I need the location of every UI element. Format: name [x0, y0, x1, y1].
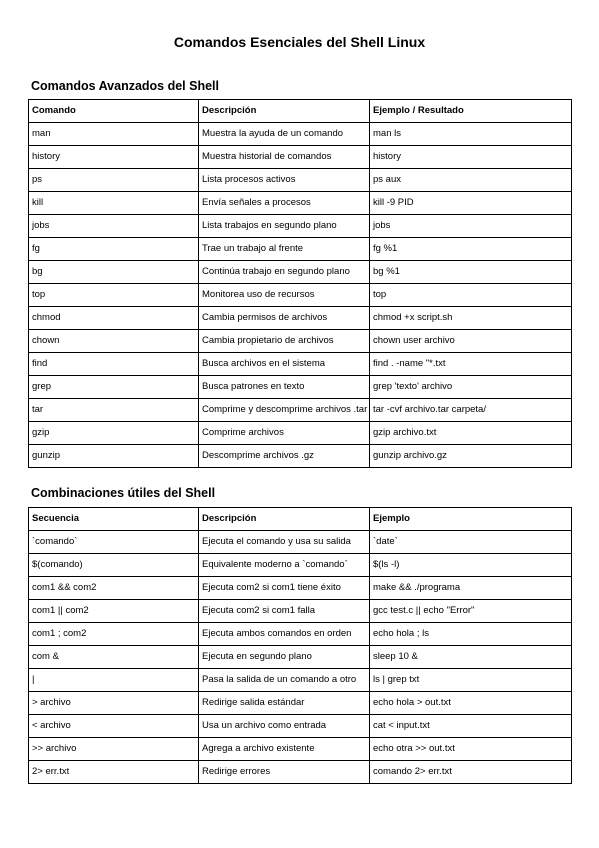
table-cell-description: Busca patrones en texto	[199, 376, 370, 399]
table-cell-command: jobs	[29, 215, 199, 238]
table-cell-command: gzip	[29, 422, 199, 445]
table-row	[29, 554, 572, 577]
table-cell-description: Lista trabajos en segundo plano	[199, 215, 370, 238]
table-cell-description: Envía señales a procesos	[199, 192, 370, 215]
table-row	[29, 646, 572, 669]
table-cell-description: Ejecuta ambos comandos en orden	[199, 623, 370, 646]
table-cell-description: Cambia propietario de archivos	[199, 330, 370, 353]
table-row	[29, 376, 572, 399]
column-header-comando: Comando	[29, 100, 199, 123]
table-cell-example: bg %1	[370, 261, 572, 284]
table-cell-command: $(comando)	[29, 554, 199, 577]
table-cell-example: gunzip archivo.gz	[370, 445, 572, 468]
table-cell-example: chmod +x script.sh	[370, 307, 572, 330]
table-cell-example: tar -cvf archivo.tar carpeta/	[370, 399, 572, 422]
table-row	[29, 715, 572, 738]
table-cell-example: make && ./programa	[370, 577, 572, 600]
table-cell-command: com &	[29, 646, 199, 669]
table-cell-example: man ls	[370, 123, 572, 146]
table-row	[29, 600, 572, 623]
table-row	[29, 284, 572, 307]
table-cell-command: com1 || com2	[29, 600, 199, 623]
table-row	[29, 238, 572, 261]
table-cell-description: Continúa trabajo en segundo plano	[199, 261, 370, 284]
table-cell-command: |	[29, 669, 199, 692]
column-header-ejemplo: Ejemplo	[370, 508, 572, 531]
table-cell-command: com1 ; com2	[29, 623, 199, 646]
table-cell-example: $(ls -l)	[370, 554, 572, 577]
table-cell-command: chmod	[29, 307, 199, 330]
table-cell-description: Trae un trabajo al frente	[199, 238, 370, 261]
table-cell-example: gcc test.c || echo "Error"	[370, 600, 572, 623]
table-cell-command: chown	[29, 330, 199, 353]
table-row	[29, 399, 572, 422]
table-cell-example: ls | grep txt	[370, 669, 572, 692]
table-cell-command: bg	[29, 261, 199, 284]
table-row	[29, 261, 572, 284]
table-row	[29, 215, 572, 238]
advanced-commands-table	[28, 99, 572, 468]
table-cell-command: grep	[29, 376, 199, 399]
table-cell-description: Muestra la ayuda de un comando	[199, 123, 370, 146]
table-cell-example: gzip archivo.txt	[370, 422, 572, 445]
table-cell-example: chown user archivo	[370, 330, 572, 353]
table-row	[29, 761, 572, 784]
table-row	[29, 445, 572, 468]
table-cell-description: Pasa la salida de un comando a otro	[199, 669, 370, 692]
table-cell-description: Monitorea uso de recursos	[199, 284, 370, 307]
table-cell-example: `date`	[370, 531, 572, 554]
table-cell-command: fg	[29, 238, 199, 261]
table-row	[29, 146, 572, 169]
table-cell-command: com1 && com2	[29, 577, 199, 600]
table-cell-command: `comando`	[29, 531, 199, 554]
column-header-ejemplo-resultado: Ejemplo / Resultado	[370, 100, 572, 123]
table-row	[29, 307, 572, 330]
table-cell-description: Redirige errores	[199, 761, 370, 784]
column-header-descripcion: Descripción	[199, 100, 370, 123]
table-row	[29, 577, 572, 600]
page-title: Comandos Esenciales del Shell Linux	[173, 34, 426, 50]
column-header-descripcion: Descripción	[199, 508, 370, 531]
table-cell-description: Redirige salida estándar	[199, 692, 370, 715]
table-cell-command: 2> err.txt	[29, 761, 199, 784]
table-cell-example: sleep 10 &	[370, 646, 572, 669]
table-cell-command: top	[29, 284, 199, 307]
table-cell-description: Usa un archivo como entrada	[199, 715, 370, 738]
table-row	[29, 192, 572, 215]
table-row	[29, 669, 572, 692]
table-header-row	[29, 508, 572, 531]
table-cell-command: < archivo	[29, 715, 199, 738]
table-cell-description: Cambia permisos de archivos	[199, 307, 370, 330]
section-title-advanced-commands: Comandos Avanzados del Shell	[31, 79, 220, 93]
table-row	[29, 692, 572, 715]
column-header-secuencia: Secuencia	[29, 508, 199, 531]
table-cell-example: kill -9 PID	[370, 192, 572, 215]
table-cell-example: ps aux	[370, 169, 572, 192]
table-cell-description: Comprime y descomprime archivos .tar	[199, 399, 370, 422]
table-cell-example: echo hola ; ls	[370, 623, 572, 646]
table-cell-example: jobs	[370, 215, 572, 238]
table-cell-example: find . -name "*.txt	[370, 353, 572, 376]
table-cell-description: Comprime archivos	[199, 422, 370, 445]
table-cell-command: tar	[29, 399, 199, 422]
table-cell-command: ps	[29, 169, 199, 192]
table-cell-command: man	[29, 123, 199, 146]
table-cell-description: Agrega a archivo existente	[199, 738, 370, 761]
table-row	[29, 738, 572, 761]
table-cell-example: grep 'texto' archivo	[370, 376, 572, 399]
table-cell-description: Equivalente moderno a `comando`	[199, 554, 370, 577]
table-cell-description: Muestra historial de comandos	[199, 146, 370, 169]
table-cell-example: fg %1	[370, 238, 572, 261]
table-cell-command: history	[29, 146, 199, 169]
table-row	[29, 422, 572, 445]
table-cell-description: Descomprime archivos .gz	[199, 445, 370, 468]
table-cell-command: gunzip	[29, 445, 199, 468]
table-cell-example: comando 2> err.txt	[370, 761, 572, 784]
table-cell-command: kill	[29, 192, 199, 215]
table-header-row	[29, 100, 572, 123]
table-cell-example: echo hola > out.txt	[370, 692, 572, 715]
table-cell-description: Busca archivos en el sistema	[199, 353, 370, 376]
table-cell-description: Ejecuta com2 si com1 falla	[199, 600, 370, 623]
table-cell-example: history	[370, 146, 572, 169]
shell-combinations-table	[28, 507, 572, 784]
table-cell-command: find	[29, 353, 199, 376]
table-row	[29, 353, 572, 376]
table-row	[29, 330, 572, 353]
table-cell-example: echo otra >> out.txt	[370, 738, 572, 761]
table-row	[29, 123, 572, 146]
table-cell-example: top	[370, 284, 572, 307]
table-row	[29, 623, 572, 646]
table-row	[29, 169, 572, 192]
table-cell-description: Ejecuta com2 si com1 tiene éxito	[199, 577, 370, 600]
table-cell-command: > archivo	[29, 692, 199, 715]
table-cell-example: cat < input.txt	[370, 715, 572, 738]
table-cell-description: Ejecuta el comando y usa su salida	[199, 531, 370, 554]
table-cell-description: Ejecuta en segundo plano	[199, 646, 370, 669]
table-cell-description: Lista procesos activos	[199, 169, 370, 192]
table-row	[29, 531, 572, 554]
section-title-shell-combinations: Combinaciones útiles del Shell	[31, 486, 216, 500]
table-cell-command: >> archivo	[29, 738, 199, 761]
